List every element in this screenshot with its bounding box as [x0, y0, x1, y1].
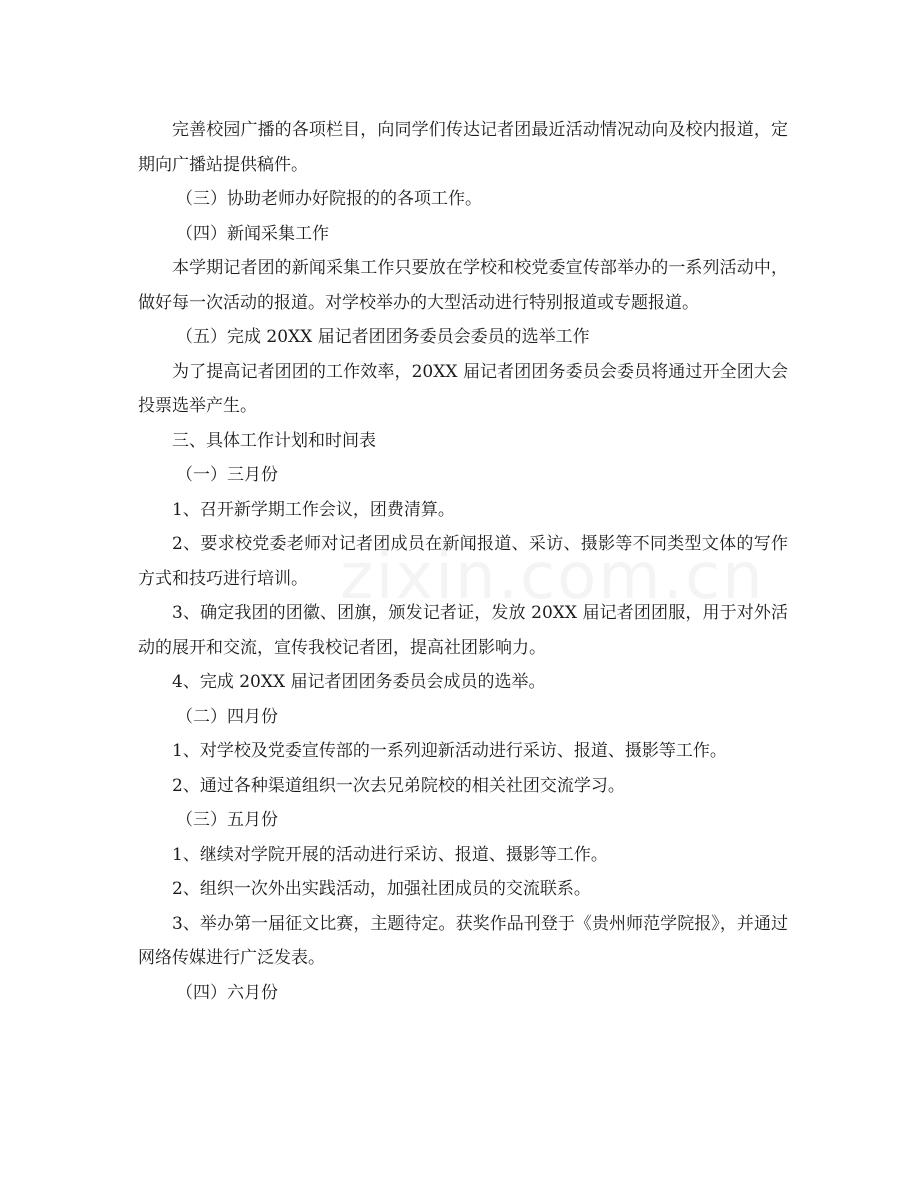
list-item: 1、召开新学期工作会议，团费清算。 [172, 499, 455, 520]
list-item: 3、确定我团的团徽、团旗，颁发记者证，发放 20XX 届记者团团服，用于对外活动的展开和交流，宣传我校记者团，提高社团影响力。 [138, 603, 788, 658]
section-heading-schedule: 三、具体工作计划和时间表 [172, 430, 376, 451]
list-item: 3、举办第一届征文比赛，主题待定。获奖作品刊登于《贵州师范学院报》，并通过网络传媒进行广泛发表。 [138, 913, 788, 968]
month-heading-june: （四）六月份 [176, 982, 278, 1003]
list-item: 2、组织一次外出实践活动，加强社团成员的交流联系。 [172, 879, 591, 899]
paragraph-broadcast: 完善校园广播的各项栏目，向同学们传达记者团最近活动情况动向及校内报道，定期向广播站提供稿件。 [138, 120, 788, 175]
list-item: 2、通过各种渠道组织一次去兄弟院校的相关社团交流学习。 [172, 775, 625, 796]
document-body [138, 113, 788, 1010]
list-item: 1、对学校及党委宣传部的一系列迎新活动进行采访、报道、摄影等工作。 [172, 741, 727, 761]
section-heading-5: （五）完成 20XX 届记者团团务委员会委员的选举工作 [176, 327, 590, 347]
paragraph-election: 为了提高记者团团的工作效率，20XX 届记者团团务委员会委员将通过开全团大会投票选举产生。 [138, 361, 788, 416]
paragraph-news-collection: 本学期记者团的新闻采集工作只要放在学校和校党委宣传部举办的一系列活动中，做好每一次活动的报道。对学校举办的大型活动进行特别报道或专题报道。 [138, 258, 788, 313]
list-item: 1、继续对学院开展的活动进行采访、报道、摄影等工作。 [172, 844, 608, 865]
month-heading-may: （三）五月份 [176, 810, 278, 830]
month-heading-april: （二）四月份 [176, 706, 278, 727]
month-heading-march: （一）三月份 [176, 465, 278, 485]
section-heading-4: （四）新闻采集工作 [176, 223, 329, 244]
list-item: 4、完成 20XX 届记者团团务委员会成员的选举。 [172, 672, 546, 692]
section-heading-3: （三）协助老师办好院报的的各项工作。 [176, 189, 482, 209]
list-item: 2、要求校党委老师对记者团成员在新闻报道、采访、摄影等不同类型文体的写作方式和技巧进行培训。 [138, 534, 788, 589]
